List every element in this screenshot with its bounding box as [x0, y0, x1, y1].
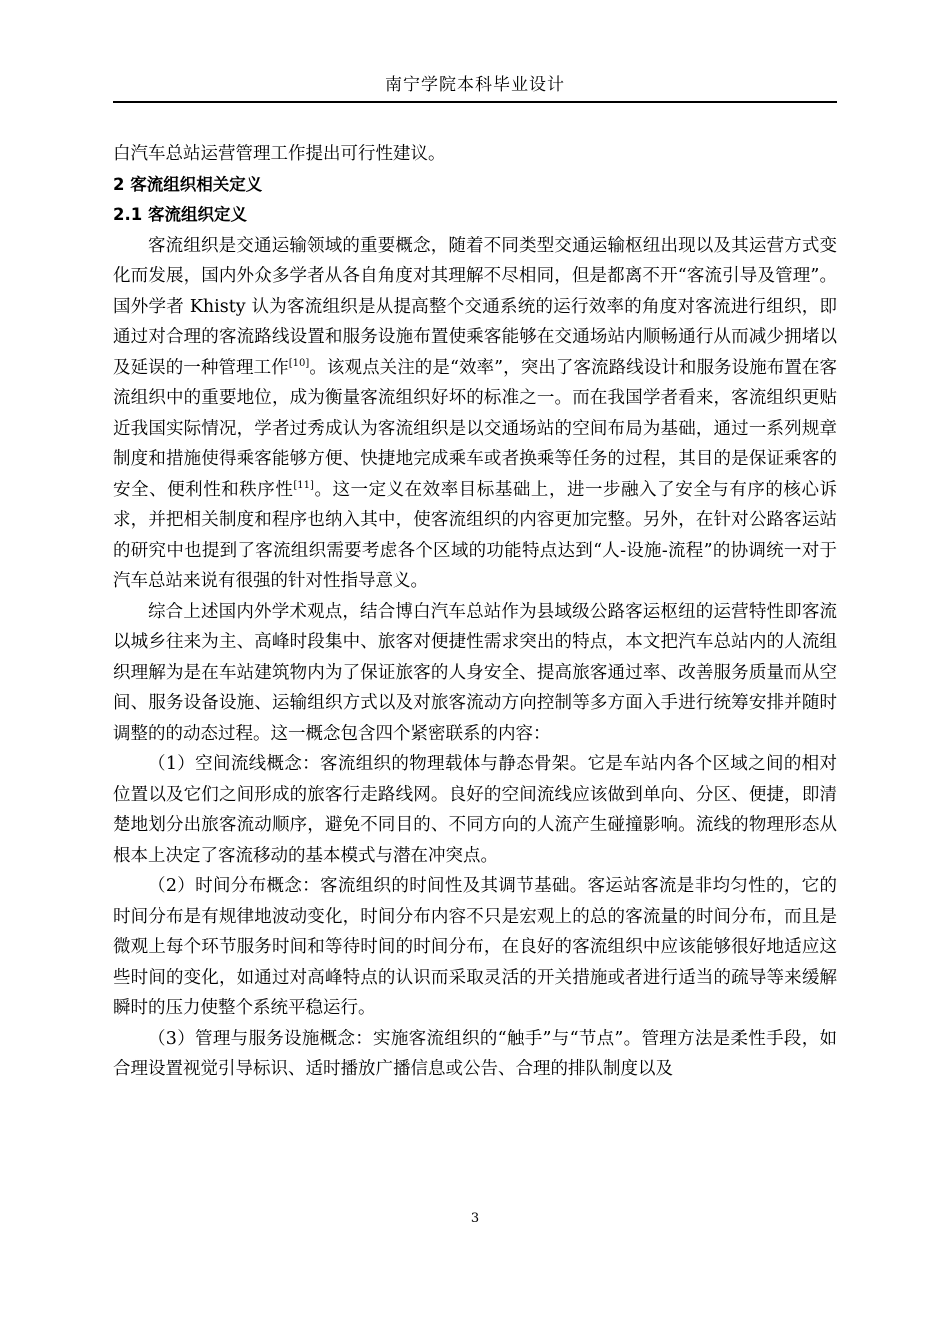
paragraph-text: 。这一定义在效率目标基础上，进一步融入了安全与有序的核心诉求，并把相关制度和程序也纳入其中，使客流组织的内容更加完整。另外，在针对公路客运站的研究中也提到了客流组织需要考虑各个区域的功能特点达到“人-设施-流程”的协调统一对于汽车总站来说有很强的针对性指导意义。	[113, 479, 838, 591]
header-rule	[113, 101, 837, 103]
subsection-heading: 2.1 客流组织定义	[113, 205, 247, 224]
paragraph-text: 。该观点关注的是“效率”，突出了客流路线设计和服务设施布置在客流组织中的重要地位，成为衡量客流组织好坏的标准之一。而在我国学者看来，客流组织更贴近我国实际情况，学者过秀成认为客流组织是以交通场站的空间布局为基础，通过一系列规章制度和措施使得乘客能够方便、快捷地完成乘车或者换乘等任务的过程，其目的是保证乘客的安全、便利性和秩序性	[113, 357, 837, 500]
paragraph-item-2: （2）时间分布概念：客流组织的时间性及其调节基础。客运站客流是非均匀性的，它的时间分布是有规律地波动变化，时间分布内容不只是宏观上的总的客流量的时间分布，而且是微观上每个环节服务时间和等待时间的时间分布，在良好的客流组织中应该能够很好地适应这些时间的变化，如通过对高峰特点的认识而采取灵活的开关措施或者进行适当的疏导等来缓解瞬时的压力使整个系统平稳运行。	[113, 876, 837, 1018]
paragraph-item-1: （1）空间流线概念：客流组织的物理载体与静态骨架。它是车站内各个区域之间的相对位置以及它们之间形成的旅客行走路线网。良好的空间流线应该做到单向、分区、便捷，即清楚地划分出旅客流动顺序，避免不同目的、不同方向的人流产生碰撞影响。流线的物理形态从根本上决定了客流移动的基本模式与潜在冲突点。	[113, 754, 837, 866]
paragraph-text: 客流组织是交通运输领域的重要概念，随着不同类型交通运输枢纽出现以及其运营方式变化而发展，国内外众多学者从各自角度对其理解不尽相同，但是都离不开“客流引导及管理”。国外学者 Khisty 认为客流组织是从提高整个交通系统的运行效率的角度对客流进行组织，即通过对合理的客流路线设置和服务设施布置使乘客能够在交通场站内顺畅通行从而减少拥堵以及延误的一种管理工作	[113, 235, 837, 378]
paragraph-item-3: （3）管理与服务设施概念：实施客流组织的“触手”与“节点”。管理方法是柔性手段，如合理设置视觉引导标识、适时播放广播信息或公告、合理的排队制度以及	[113, 1028, 837, 1079]
document-body	[113, 139, 837, 1085]
section-heading: 2 客流组织相关定义	[113, 174, 263, 194]
citation-marker: [10]	[288, 357, 310, 369]
intro-line: 白汽车总站运营管理工作提出可行性建议。	[113, 144, 446, 164]
citation-marker: [11]	[293, 479, 314, 491]
page-number: 3	[470, 1211, 480, 1226]
running-header: 南宁学院本科毕业设计	[385, 75, 565, 95]
paragraph-definition	[113, 231, 837, 597]
paragraph-summary: 综合上述国内外学术观点，结合博白汽车总站作为县域级公路客运枢纽的运营特性即客流以城乡往来为主、高峰时段集中、旅客对便捷性需求突出的特点，本文把汽车总站内的人流组织理解为是在车站建筑物内为了保证旅客的人身安全、提高旅客通过率、改善服务质量而从空间、服务设备设施、运输组织方式以及对旅客流动方向控制等多方面入手进行统筹安排并随时调整的的动态过程。这一概念包含四个紧密联系的内容：	[113, 601, 837, 744]
